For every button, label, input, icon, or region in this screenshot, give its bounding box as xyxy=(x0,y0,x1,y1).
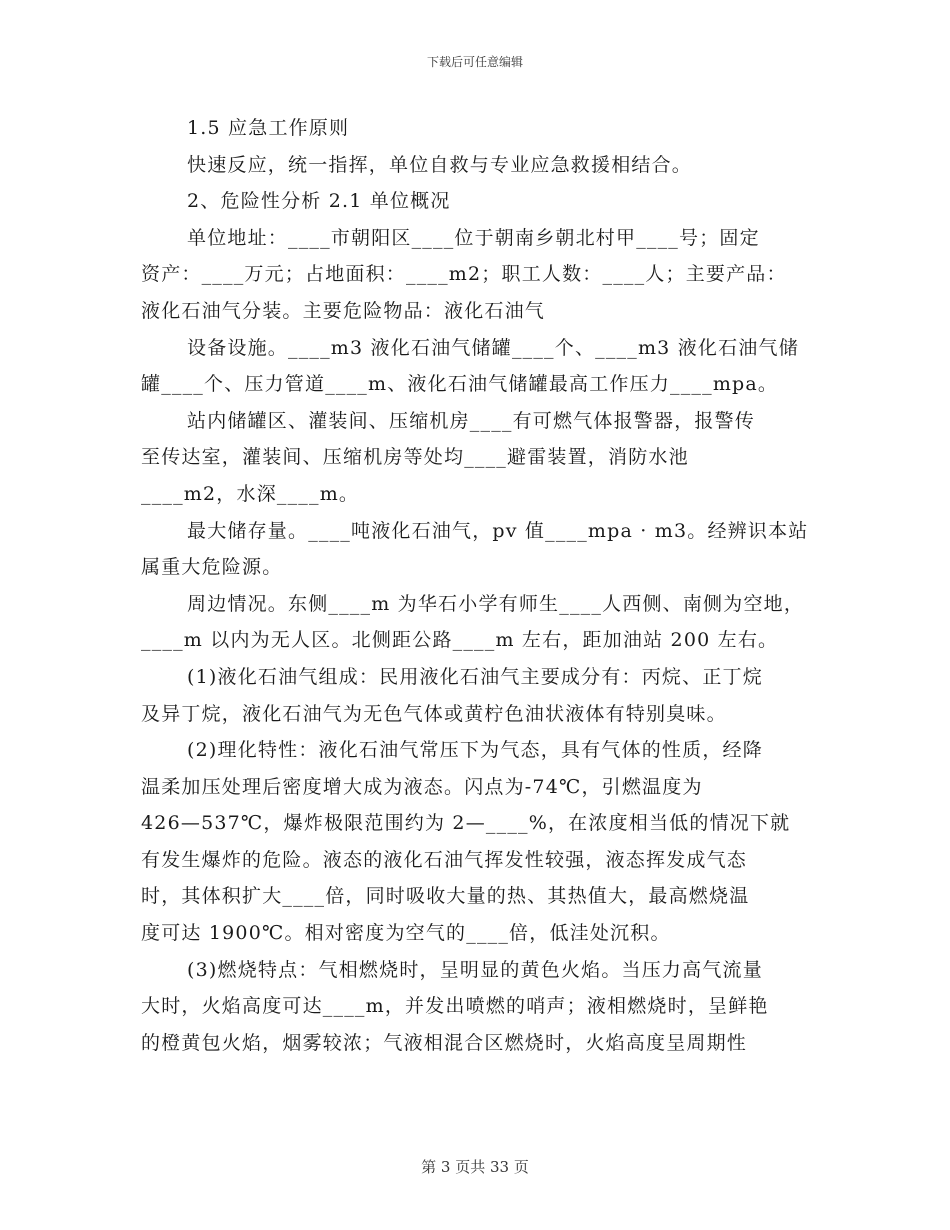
text-line: 快速反应，统一指挥，单位自救与专业应急救援相结合。 xyxy=(187,153,693,176)
text-line: 度可达 1900℃。相对密度为空气的____倍，低洼处沉积。 xyxy=(141,922,671,945)
text-line: 426—537℃，爆炸极限范围约为 2—____%，在浓度相当低的情况下就 xyxy=(141,812,791,835)
text-line: 液化石油气分装。主要危险物品：液化石油气 xyxy=(141,299,546,322)
text-line: 周边情况。东侧____m 为华石小学有师生____人西侧、南侧为空地， xyxy=(187,592,805,615)
text-line: (1)液化石油气组成：民用液化石油气主要成分有：丙烷、正丁烷 xyxy=(187,665,763,688)
page-header: 下载后可任意编辑 xyxy=(426,55,523,69)
text-line: 有发生爆炸的危险。液态的液化石油气挥发性较强，液态挥发成气态 xyxy=(141,848,748,871)
text-line: 单位地址：____市朝阳区____位于朝南乡朝北村甲____号；固定 xyxy=(187,226,760,249)
text-line: ____m 以内为无人区。北侧距公路____m 左右，距加油站 200 左右。 xyxy=(141,629,779,652)
text-line: (3)燃烧特点：气相燃烧时，呈明显的黄色火焰。当压力高气流量 xyxy=(187,958,763,981)
text-line: (2)理化特性：液化石油气常压下为气态，具有气体的性质，经降 xyxy=(187,739,763,762)
text-line: 1.5 应急工作原则 xyxy=(187,117,350,139)
document-body xyxy=(141,110,831,1061)
text-line: 站内储罐区、灌装间、压缩机房____有可燃气体报警器，报警传 xyxy=(187,409,756,432)
text-line: ____m2，水深____m。 xyxy=(141,482,360,505)
text-line: 属重大危险源。 xyxy=(141,556,283,579)
page-footer: 第 3 页共 33 页 xyxy=(421,1158,529,1176)
text-line: 时，其体积扩大____倍，同时吸收大量的热、其热值大，最高燃烧温 xyxy=(141,885,750,908)
text-line: 及异丁烷，液化石油气为无色气体或黄柠色油状液体有特别臭味。 xyxy=(141,702,727,725)
text-line: 设备设施。____m3 液化石油气储罐____个、____m3 液化石油气储 xyxy=(187,336,799,359)
text-line: 至传达室，灌装间、压缩机房等处均____避雷装置，消防水池 xyxy=(141,446,689,469)
text-line: 资产：____万元；占地面积：____m2；职工人数：____人；主要产品： xyxy=(141,263,787,286)
text-line: 大时，火焰高度可达____m，并发出喷燃的哨声；液相燃烧时，呈鲜艳 xyxy=(141,995,769,1018)
text-line: 最大储存量。____吨液化石油气，pv 值____mpa · m3。经辨识本站 xyxy=(187,519,809,542)
text-line: 温柔加压处理后密度增大成为液态。闪点为-74℃，引燃温度为 xyxy=(141,775,703,798)
text-line: 的橙黄包火焰，烟雾较浓；气液相混合区燃烧时，火焰高度呈周期性 xyxy=(141,1031,748,1054)
text-line: 罐____个、压力管道____m、液化石油气储罐最高工作压力____mpa。 xyxy=(141,373,779,396)
text-line: 2、危险性分析 2.1 单位概况 xyxy=(187,190,451,213)
